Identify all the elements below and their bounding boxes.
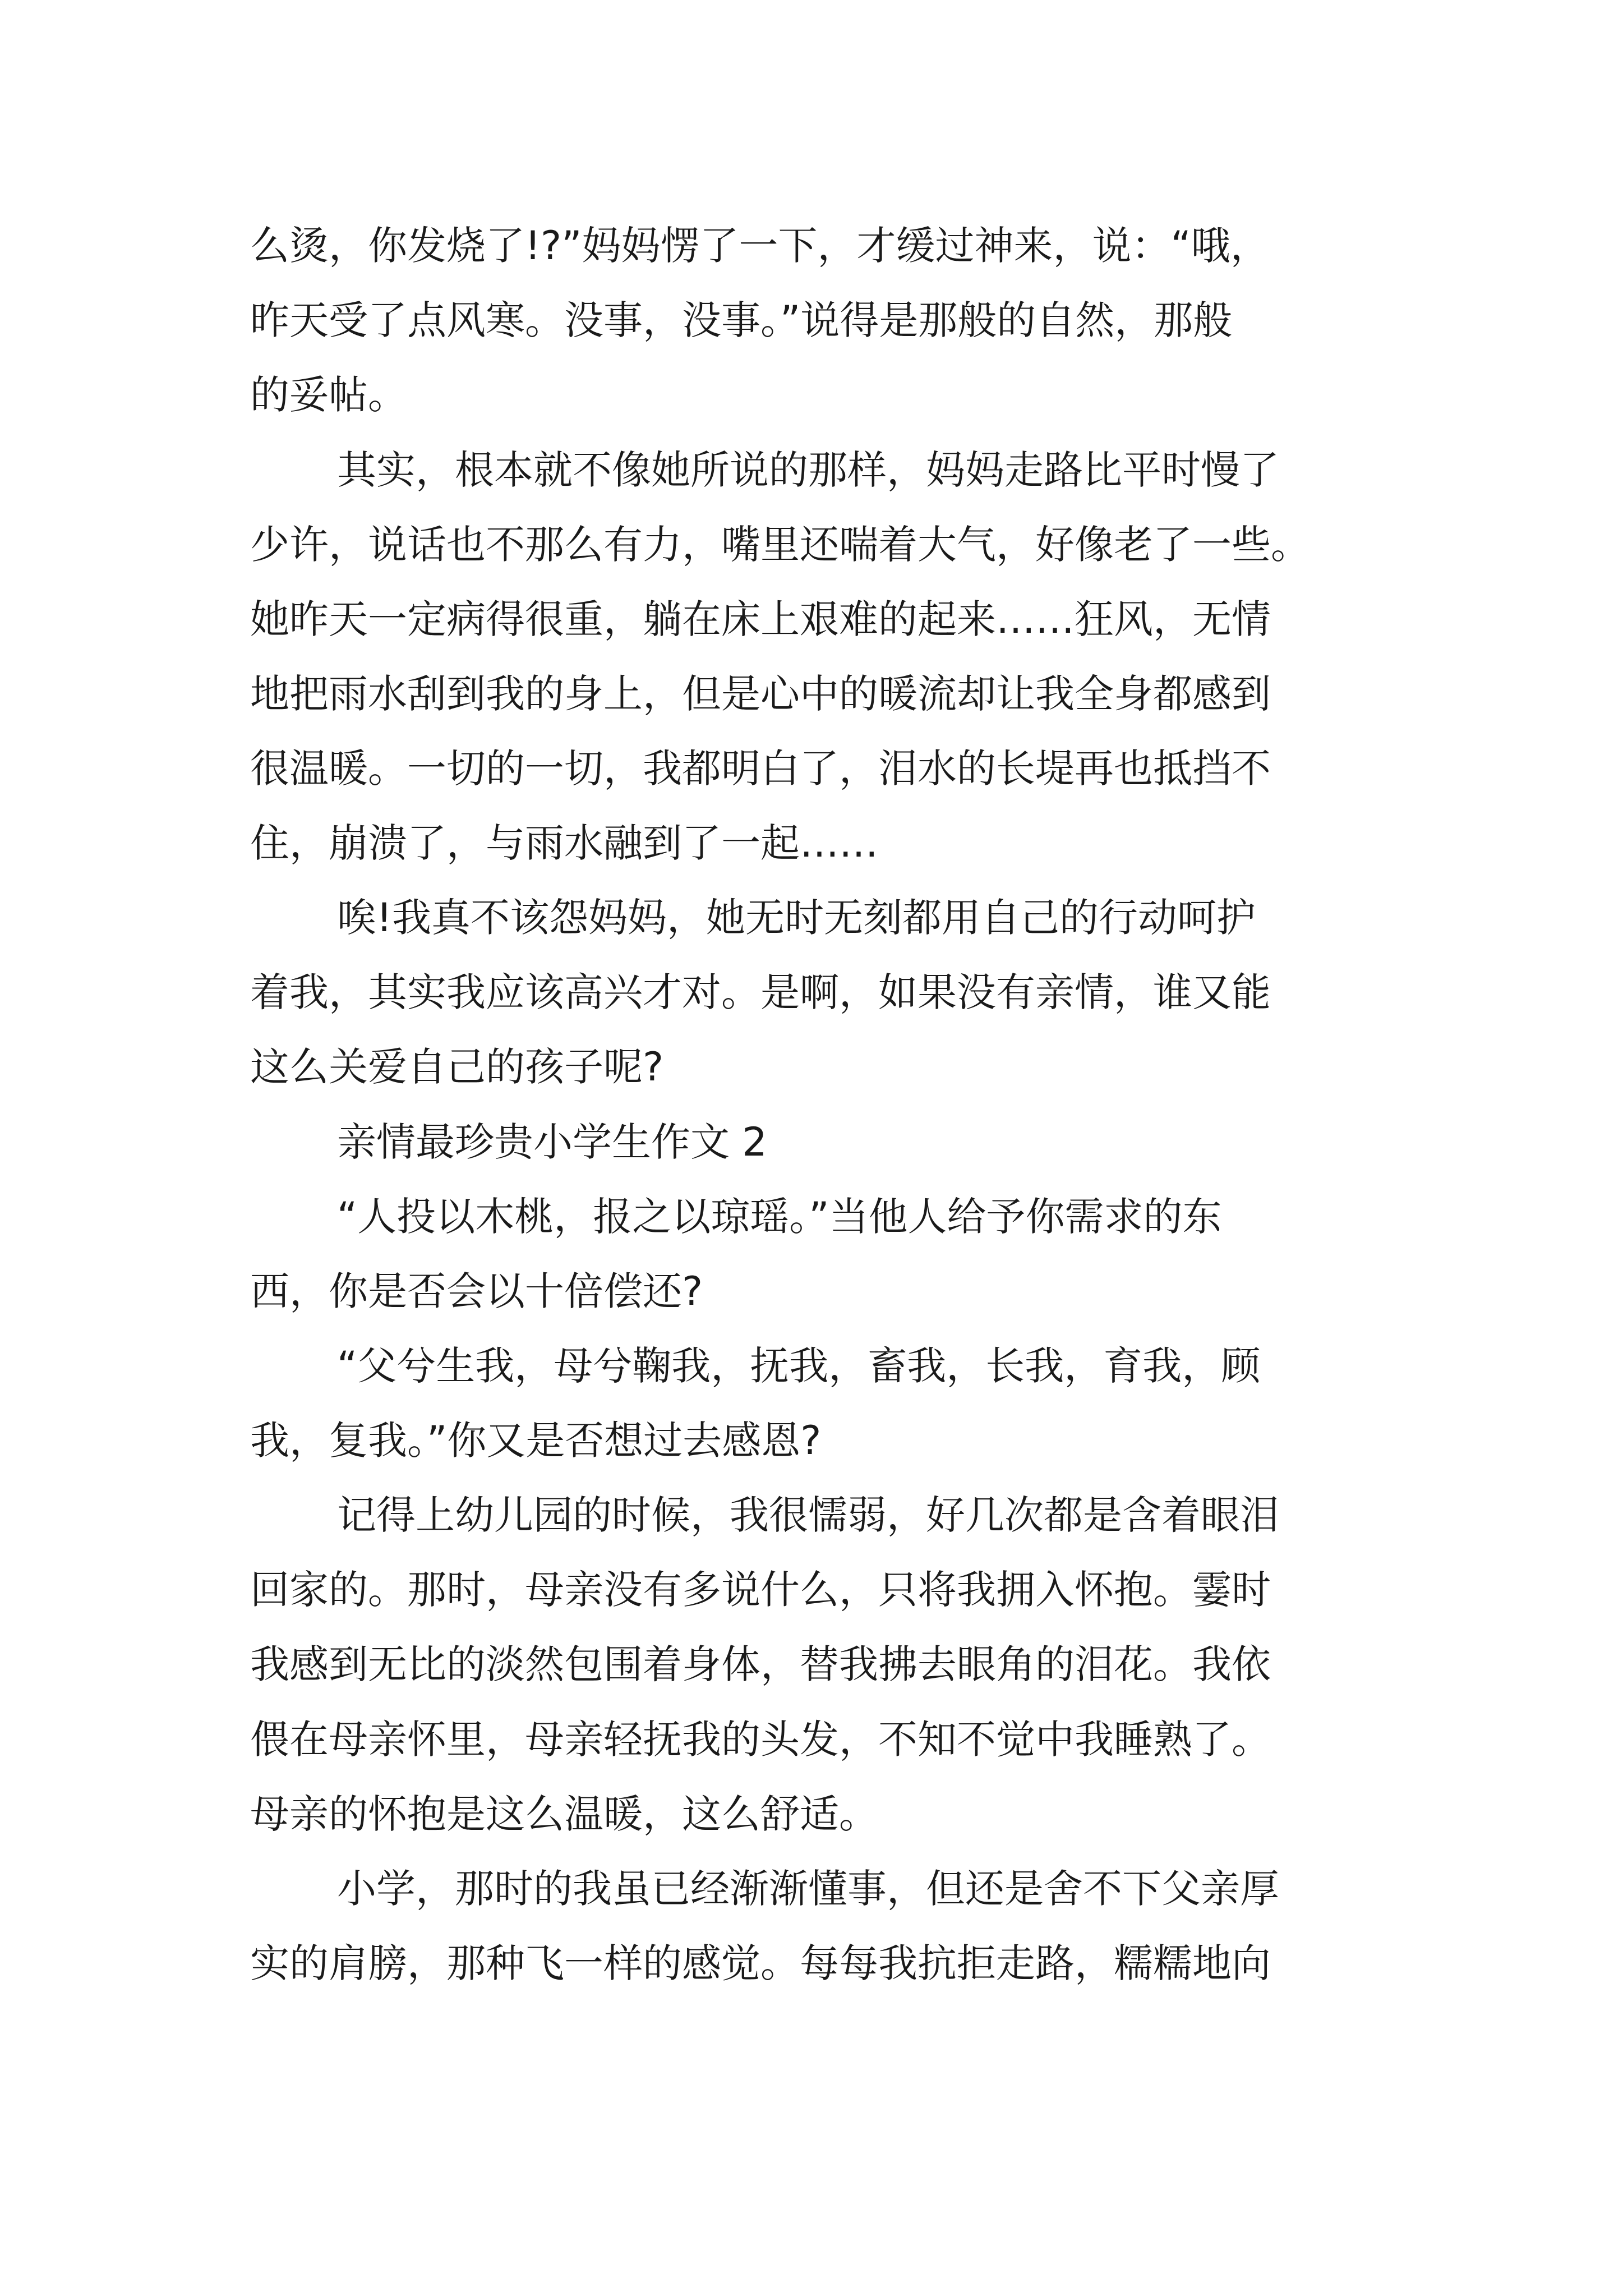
text-line-10: 唉!我真不该怨妈妈，她无时无刻都用自己的行动呵护 xyxy=(337,895,1256,941)
text-line-24: 实的肩膀，那种飞一样的感觉。每每我抗拒走路，糯糯地向 xyxy=(250,1940,1271,1986)
text-line-4: 其实，根本就不像她所说的那样，妈妈走路比平时慢了 xyxy=(337,447,1279,493)
text-line-16: “父兮生我，母兮鞠我，抚我，畜我，长我，育我，顾 xyxy=(337,1343,1261,1389)
text-line-21: 偎在母亲怀里，母亲轻抚我的头发，不知不觉中我睡熟了。 xyxy=(250,1717,1271,1763)
text-line-20: 我感到无比的淡然包围着身体，替我拂去眼角的泪花。我依 xyxy=(250,1641,1271,1687)
text-line-8: 很温暖。一切的一切，我都明白了，泪水的长堤再也抵挡不 xyxy=(250,746,1271,792)
text-line-5: 少许，说话也不那么有力，嘴里还喘着大气，好像老了一些。 xyxy=(250,522,1310,568)
text-line-6: 她昨天一定病得很重，躺在床上艰难的起来……狂风，无情 xyxy=(250,596,1271,642)
text-line-11: 着我，其实我应该高兴才对。是啊，如果没有亲情，谁又能 xyxy=(250,969,1271,1015)
text-line-2: 昨天受了点风寒。没事，没事。”说得是那般的自然，那般 xyxy=(250,297,1233,343)
text-line-14: “人投以木桃，报之以琼瑶。”当他人给予你需求的东 xyxy=(337,1194,1222,1240)
text-line-22: 母亲的怀抱是这么温暖，这么舒适。 xyxy=(250,1791,878,1837)
text-line-9: 住，崩溃了，与雨水融到了一起…… xyxy=(250,820,878,866)
text-line-17: 我，复我。”你又是否想过去感恩? xyxy=(250,1418,822,1464)
text-line-23: 小学，那时的我虽已经渐渐懂事，但还是舍不下父亲厚 xyxy=(337,1866,1279,1912)
text-line-7: 地把雨水刮到我的身上，但是心中的暖流却让我全身都感到 xyxy=(250,671,1271,717)
text-line-19: 回家的。那时，母亲没有多说什么，只将我拥入怀抱。霎时 xyxy=(250,1567,1271,1613)
text-line-1: 么烫，你发烧了!?”妈妈愣了一下，才缓过神来，说：“哦， xyxy=(250,223,1270,269)
text-line-3: 的妥帖。 xyxy=(250,372,407,418)
essay-heading: 亲情最珍贵小学生作文 2 xyxy=(337,1119,767,1165)
text-line-12: 这么关爱自己的孩子呢? xyxy=(250,1044,664,1090)
text-line-15: 西，你是否会以十倍偿还? xyxy=(250,1268,703,1314)
text-line-18: 记得上幼儿园的时候，我很懦弱，好几次都是含着眼泪 xyxy=(337,1492,1279,1538)
